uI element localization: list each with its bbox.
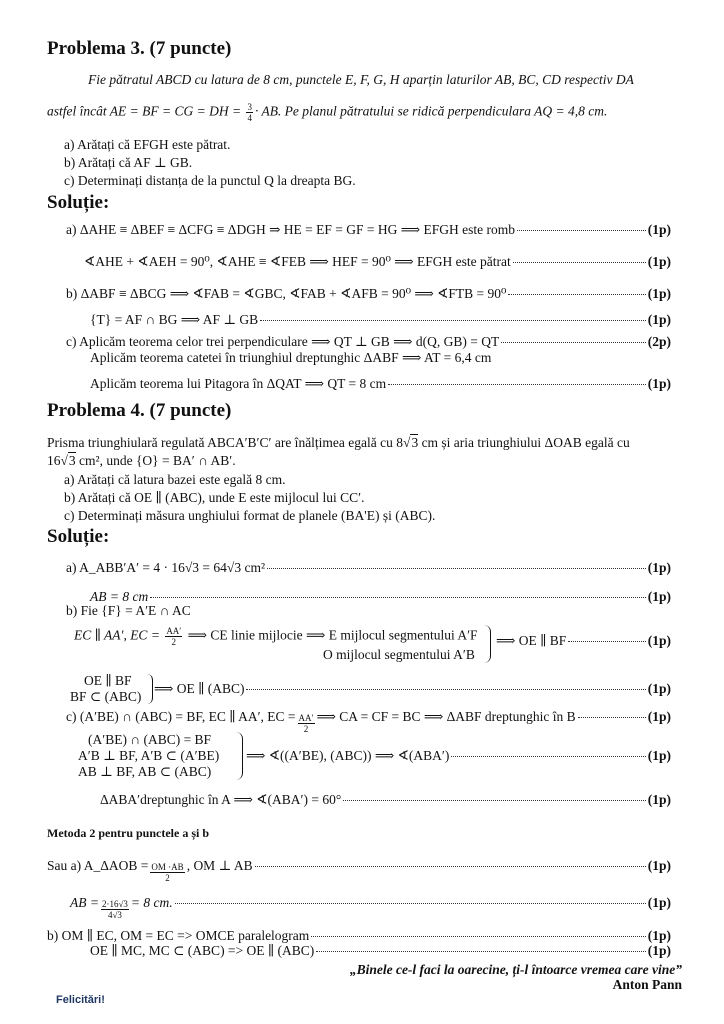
p3-item-a: a) Arătați că EFGH este pătrat. [64, 137, 231, 152]
p4-item-c: c) Determinați măsura unghiului format de planele (BA'E) și (ABC). [64, 508, 436, 523]
p4-solution-title: Soluție: [47, 526, 110, 547]
p3-statement-2: astfel încât AE = BF = CG = DH = $\frac{3}{4}$ · AB. Pe planul pătratului se ridică perpendiculara AQ = 4,8 cm. [47, 102, 608, 123]
p4-sol-line: (A′BE) ∩ (ABC) = BF [88, 732, 212, 747]
method2-line: Sau a) A_ΔAOB = $\frac{OM \cdot AB}{2}$ , OM ⊥ AB (1p) [47, 858, 671, 883]
closing-text: Felicitări! [56, 994, 105, 1006]
p4-sol-line: OE ∥ BF [84, 673, 132, 688]
p3-item-c: c) Determinați distanța de la punctul Q la dreapta BG. [64, 173, 356, 188]
p4-sol-line: AB = 8 cm (1p) [90, 589, 671, 604]
quote: „Binele ce-l faci la oarecine, ți-l întoarce vremea care vine” [349, 962, 682, 977]
method2-title: Metoda 2 pentru punctele a și b [47, 826, 209, 840]
p4-sol-line: AB ⊥ BF, AB ⊂ (ABC) [78, 764, 212, 779]
p3-solution-title: Soluție: [47, 192, 110, 213]
p3-sol-line: b) ΔABF ≡ ΔBCG ⟹ ∢FAB = ∢GBC, ∢FAB + ∢AFB = 90⁰ ⟹ ∢FTB = 90⁰ (1p) [66, 286, 671, 301]
p3-statement-1: Fie pătratul ABCD cu latura de 8 cm, punctele E, F, G, H aparțin laturilor AB, BC, CD respectiv DA [88, 72, 634, 87]
method2-line: OE ∥ MC, MC ⊂ (ABC) => OE ∥ (ABC) (1p) [90, 943, 671, 958]
p4-sol-line: EC ∥ AA′, EC = $\frac{AA'}{2}$ ⟹ CE linie mijlocie ⟹ E mijlocul segmentului A′F [74, 626, 478, 647]
brace [236, 732, 243, 780]
problem-3-title: Problema 3. (7 puncte) [47, 38, 232, 59]
p4-item-b: b) Arătați că OE ∥ (ABC), unde E este mijlocul lui CC′. [64, 490, 365, 505]
p4-sol-line: ⟹ ∢((A′BE), (ABC)) ⟹ ∢(ABA′) (1p) [246, 748, 671, 763]
p3-sol-line: ∢AHE + ∢AEH = 90⁰, ∢AHE ≡ ∢FEB ⟹ HEF = 90⁰ ⟹ EFGH este pătrat (1p) [84, 254, 671, 269]
p4-sol-line: ⟹ OE ∥ BF (1p) [496, 633, 671, 648]
p4-sol-line: A′B ⊥ BF, A′B ⊂ (A′BE) [78, 748, 220, 763]
p3-sol-line: {T} = AF ∩ BG ⟹ AF ⊥ GB (1p) [90, 312, 671, 327]
brace [484, 625, 491, 663]
p4-statement-1: Prisma triunghiulară regulată ABCA′B′C′ are înălțimea egală cu 8√3 cm și aria triunghiului ΔOAB egală cu [47, 435, 630, 450]
p4-sol-line: ⟹ OE ∥ (ABC) (1p) [154, 681, 671, 696]
p4-statement-2: 16√3 cm², unde {O} = BA′ ∩ AB′. [47, 453, 236, 468]
problem-4-title: Problema 4. (7 puncte) [47, 400, 232, 421]
p4-item-a: a) Arătați că latura bazei este egală 8 cm. [64, 472, 286, 487]
p4-sol-line: c) (A′BE) ∩ (ABC) = BF, EC ∥ AA′, EC = $\frac{AA'}{2}$ ⟹ CA = CF = BC ⟹ ΔABF dreptunghic în B (1p) [66, 709, 671, 734]
p3-item-b: b) Arătați că AF ⊥ GB. [64, 155, 193, 170]
method2-line: b) OM ∥ EC, OM = EC => OMCE paralelogram (1p) [47, 928, 671, 943]
p4-sol-line: a) A_ABB′A′ = 4 · 16√3 = 64√3 cm² (1p) [66, 560, 671, 575]
p3-sol-line: c) Aplicăm teorema celor trei perpendiculare ⟹ QT ⊥ GB ⟹ d(Q, GB) = QT (2p) [66, 334, 671, 349]
brace [147, 674, 153, 704]
p3-sol-line: Aplicăm teorema lui Pitagora în ΔQAT ⟹ QT = 8 cm (1p) [90, 376, 671, 391]
p3-sol-line: Aplicăm teorema catetei în triunghiul dreptunghic ΔABF ⟹ AT = 6,4 cm [90, 350, 492, 365]
p4-sol-line: ΔABA′dreptunghic în A ⟹ ∢(ABA′) = 60° (1p) [100, 792, 671, 807]
p4-sol-line: BF ⊂ (ABC) [70, 689, 142, 704]
p4-sol-line: b) Fie {F} = A′E ∩ AC [66, 603, 191, 618]
p3-sol-line: a) ΔAHE ≡ ΔBEF ≡ ΔCFG ≡ ΔDGH ⇒ HE = EF = GF = HG ⟹ EFGH este romb (1p) [66, 222, 671, 237]
method2-line: AB = $\frac{2\cdot 16√3}{4√3}$ = 8 cm. (1p) [70, 895, 671, 920]
quote-author: Anton Pann [612, 977, 682, 992]
p4-sol-line: O mijlocul segmentului A′B [323, 647, 475, 662]
